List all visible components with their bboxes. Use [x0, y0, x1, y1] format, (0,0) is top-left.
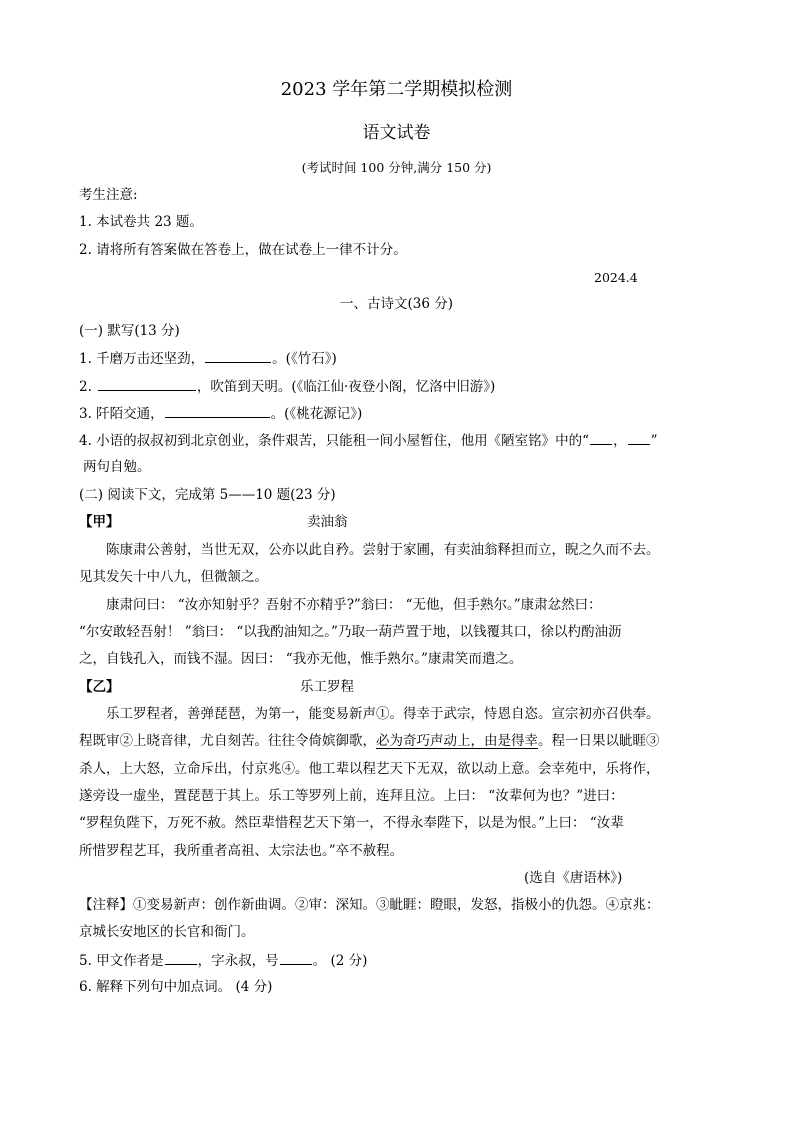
question-4-comma: ，: [613, 433, 627, 449]
passage-yi-text: 。程一日果以眦睚③: [538, 733, 660, 749]
question-3-source: 。(《桃花源记》): [270, 406, 363, 422]
question-5-text: 5. 甲文作者是: [79, 953, 164, 969]
answer-blank: [165, 950, 197, 965]
question-2: [79, 376, 495, 397]
passage-jia-line: 陈康肃公善射，当世无双，公亦以此自矜。尝射于家圃，有卖油翁释担而立，睨之久而不去。: [106, 542, 660, 558]
question-4-line-1: [79, 430, 657, 451]
section-title: 一、古诗文(36 分): [339, 296, 453, 312]
question-1-source: 。(《竹石》): [272, 351, 337, 367]
notice-item-2: 2. 请将所有答案做在答卷上，做在试卷上一律不计分。: [79, 242, 407, 258]
passage-jia-line: 之，自钱孔入，而钱不湿。因曰： “我亦无他，惟手熟尔。”康肃笑而遣之。: [79, 651, 523, 667]
question-1: [79, 348, 337, 369]
passage-yi-line: 所惜罗程艺耳，我所重者高祖、太宗法也。”卒不赦程。: [79, 843, 404, 859]
question-5-score: 。 (2 分): [312, 953, 368, 969]
notice-heading: 考生注意:: [79, 187, 138, 203]
part2-title: (二) 阅读下文，完成第 5——10 题(23 分): [79, 487, 336, 503]
passage-yi-line: 乐工罗程者，善弹琵琶，为第一，能变易新声①。得幸于武宗，恃恩自恣。宣宗初亦召供奉。: [106, 706, 660, 722]
answer-blank: [98, 376, 196, 391]
passage-yi-tag: 【乙】: [79, 679, 120, 695]
passage-jia-line: 康肃问曰： “汝亦知射乎？吾射不亦精乎?”翁曰： “无他，但手熟尔。”康肃忿然曰：: [106, 597, 602, 613]
exam-date: 2024.4: [594, 270, 638, 285]
question-5: [79, 950, 367, 971]
question-3-text: 3. 阡陌交通，: [79, 406, 164, 422]
passage-yi-line: “罗程负陛下，万死不赦。然臣辈惜程艺天下第一，不得永奉陛下，以是为恨。”上曰： “汝辈: [79, 815, 624, 831]
answer-blank: [590, 430, 612, 445]
question-4-quote: ”: [650, 433, 658, 449]
question-4-line-2: 两句自勉。: [83, 459, 151, 475]
passage-yi-line: [79, 731, 660, 751]
question-2-number: 2.: [79, 379, 92, 395]
notes-line: 京城长安地区的长官和衙门。: [79, 924, 255, 940]
passage-yi-title: 乐工罗程: [300, 679, 354, 695]
passage-jia-line: “尔安敢轻吾射！ ”翁曰： “以我酌油知之。”乃取一葫芦置于地，以钱覆其口，徐以杓酌油沥: [79, 624, 622, 640]
exam-title: 2023 学年第二学期模拟检测: [280, 79, 513, 100]
question-3: [79, 403, 362, 424]
notice-item-1: 1. 本试卷共 23 题。: [79, 214, 203, 230]
part1-title: (一) 默写(13 分): [79, 323, 180, 339]
question-6: 6. 解释下列句中加点词。 (4 分): [79, 979, 273, 995]
passage-jia-tag: 【甲】: [79, 514, 120, 530]
question-1-text: 1. 千磨万击还坚劲，: [79, 351, 205, 367]
question-4-text: 4. 小语的叔叔初到北京创业，条件艰苦，只能租一间小屋暂住，他用《陋室铭》中的“: [79, 433, 590, 449]
underlined-sentence: 必为奇巧声动上，由是得幸: [376, 733, 538, 749]
question-2-text: ，吹笛到天明。(《临江仙·夜登小阁，忆洛中旧游》): [196, 379, 496, 395]
exam-info: (考试时间 100 分钟,满分 150 分): [301, 160, 492, 175]
passage-jia-line: 见其发矢十中八九，但微颔之。: [79, 569, 268, 585]
answer-blank: [628, 430, 650, 445]
question-5-text: ，字永叔，号: [197, 953, 279, 969]
passage-yi-text: 程既审②上晓音律，尤自刻苦。往往令倚嫔御歌，: [79, 733, 376, 749]
answer-blank: [280, 950, 312, 965]
passage-yi-line: 遂旁设一虚坐，置琵琶于其上。乐工等罗列上前，连拜且泣。上曰： “汝辈何为也？”进曰：: [79, 788, 624, 804]
passage-jia-title: 卖油翁: [307, 514, 348, 530]
passage-yi-line: 杀人，上大怒，立命斥出，付京兆④。他工辈以程艺天下无双，欲以动上意。会幸苑中，乐将作，: [79, 761, 660, 777]
answer-blank: [165, 403, 270, 418]
answer-blank: [205, 348, 271, 363]
exam-subtitle: 语文试卷: [362, 123, 431, 143]
notes-line: 【注释】①变易新声：创作新曲调。②审：深知。③眦睚：瞪眼，发怒，指极小的仇怨。④京兆：: [79, 897, 660, 913]
passage-source: (选自《唐语林》): [524, 870, 623, 886]
